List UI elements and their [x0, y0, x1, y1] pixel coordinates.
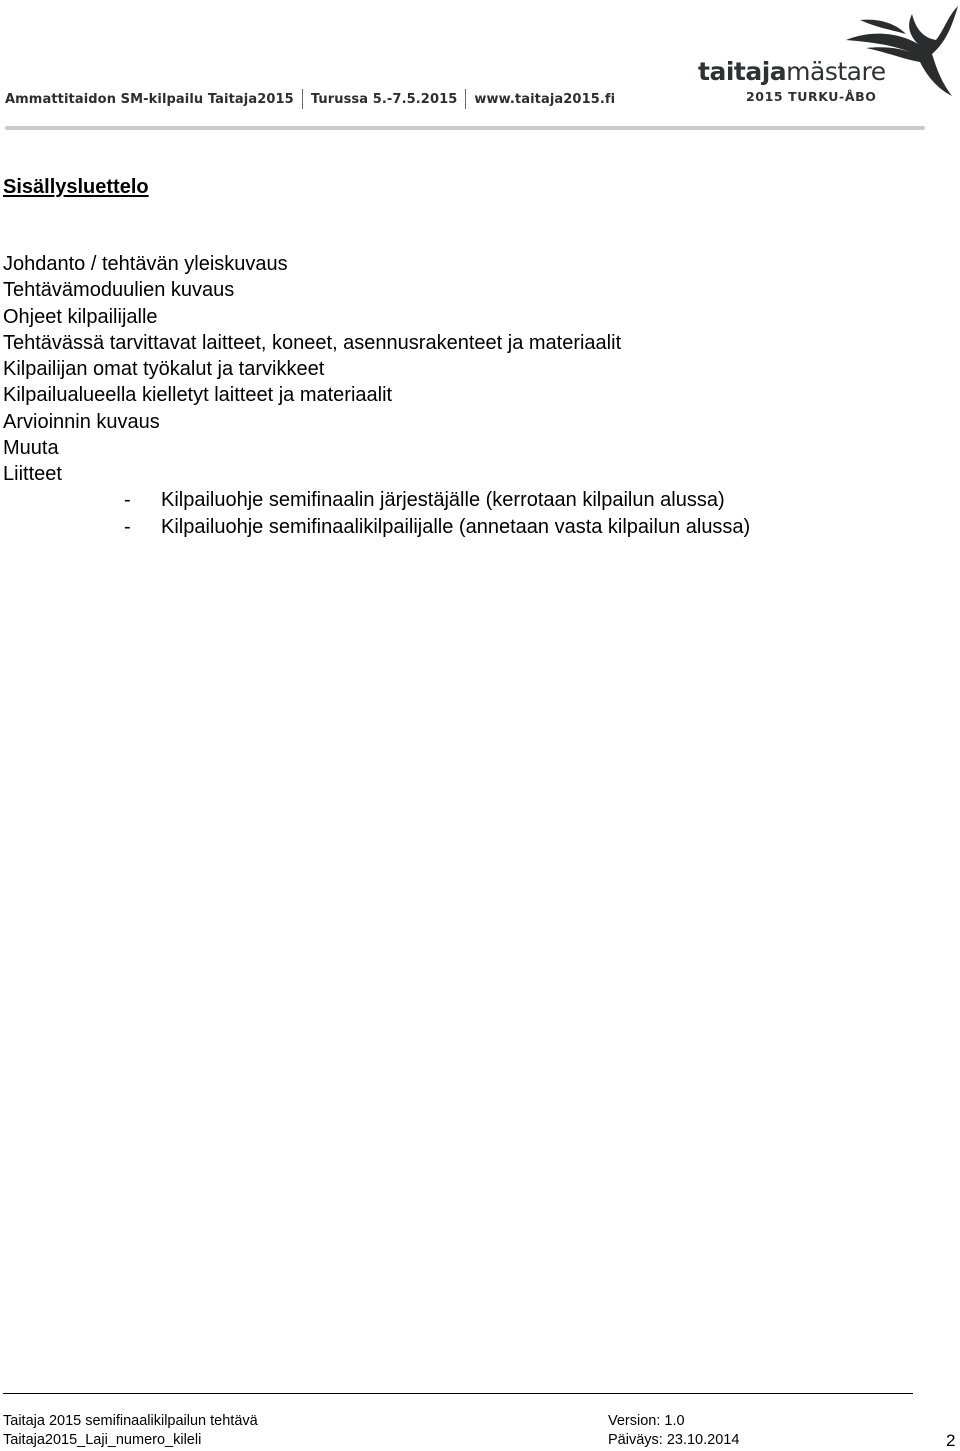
- page-number: 2: [946, 1431, 956, 1450]
- page-header: [0, 0, 960, 132]
- logo-subtitle: 2015 TURKU-ÅBO: [746, 89, 877, 104]
- footer-doc-file: Taitaja2015_Laji_numero_kileli: [3, 1432, 202, 1448]
- tagline-separator: [465, 89, 466, 109]
- toc-item: Muuta: [3, 437, 59, 460]
- swallow-bird-icon: [840, 0, 960, 100]
- tagline-event: Ammattitaidon SM-kilpailu Taitaja2015: [5, 91, 294, 107]
- attachment-item: [124, 487, 750, 514]
- tagline-separator: [302, 89, 303, 109]
- attachment-text: Kilpailuohje semifinaalin järjestäjälle (kerrotaan kilpailun alussa): [161, 489, 725, 511]
- footer-version: Version: 1.0: [608, 1413, 685, 1429]
- header-divider: [5, 126, 925, 130]
- toc-item: Tehtävämoduulien kuvaus: [3, 279, 235, 302]
- toc-item: Arvioinnin kuvaus: [3, 410, 160, 433]
- tagline-location: Turussa 5.-7.5.2015: [310, 91, 458, 107]
- footer-date: Päiväys: 23.10.2014: [608, 1432, 740, 1448]
- toc-list: [3, 251, 621, 488]
- toc-item: Johdanto / tehtävän yleiskuvaus: [3, 253, 288, 275]
- toc-item: Liitteet: [3, 463, 62, 486]
- logo-wordmark-bold: taitaja: [698, 57, 787, 86]
- footer-version-info: [608, 1412, 739, 1450]
- list-bullet: -: [124, 516, 131, 538]
- toc-item: Kilpailualueella kielletyt laitteet ja materiaalit: [3, 384, 393, 407]
- toc-item: Ohjeet kilpailijalle: [3, 305, 158, 328]
- attachment-list: [124, 487, 750, 541]
- footer-document-info: [3, 1412, 258, 1450]
- toc-item: Tehtävässä tarvittavat laitteet, koneet, asennusrakenteet ja materiaalit: [3, 331, 622, 354]
- attachment-item: [124, 514, 750, 541]
- tagline-website: www.taitaja2015.fi: [474, 91, 616, 107]
- footer-doc-title: Taitaja 2015 semifinaalikilpailun tehtävä: [3, 1413, 258, 1429]
- attachment-text: Kilpailuohje semifinaalikilpailijalle (annetaan vasta kilpailun alussa): [161, 516, 751, 538]
- toc-item: Kilpailijan omat työkalut ja tarvikkeet: [3, 358, 325, 381]
- list-bullet: -: [124, 489, 131, 511]
- toc-title: Sisällysluettelo: [3, 176, 149, 198]
- header-tagline: [5, 89, 615, 109]
- footer-divider: [3, 1393, 913, 1394]
- logo-wordmark-light: mästare: [786, 57, 886, 86]
